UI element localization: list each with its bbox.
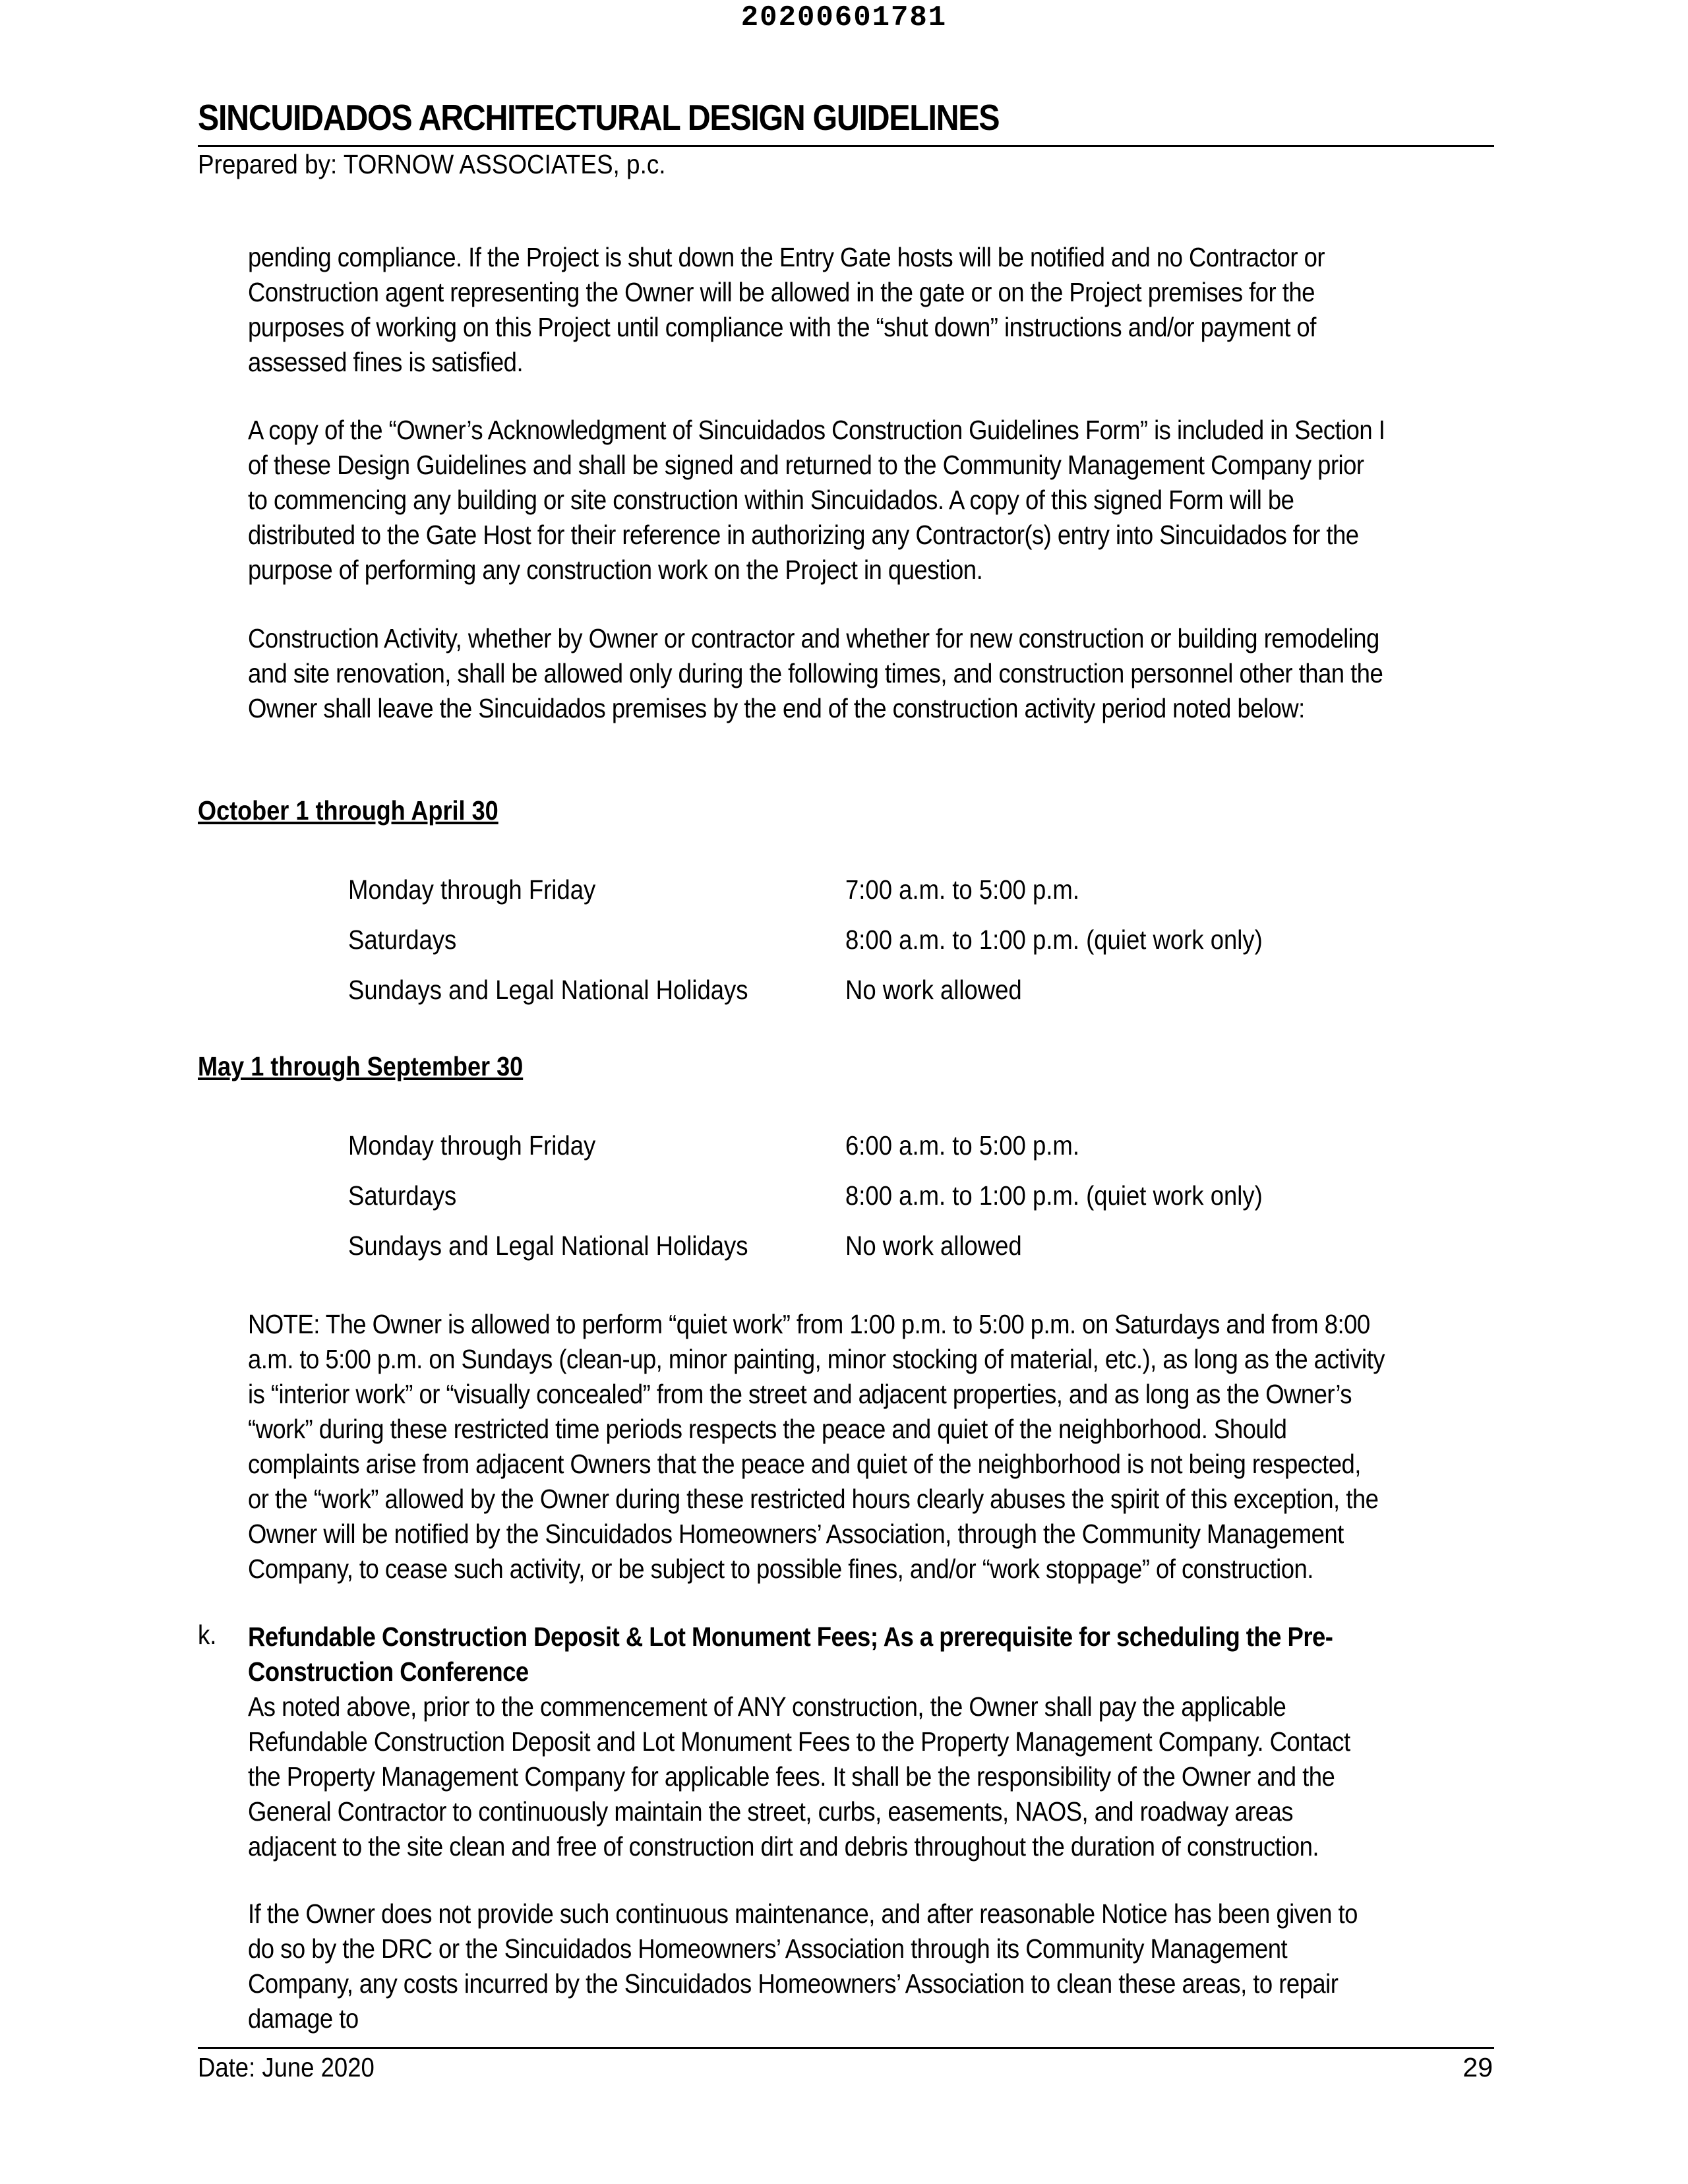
schedule-day: Sundays and Legal National Holidays — [348, 1230, 748, 1261]
item-body: As noted above, prior to the commencement of ANY construction, the Owner shall pay the applicable Refundable Construction Deposit and Lot Monument Fees to the Property Management Company. Contact the Property Management Company for applicable fees. It shall be the responsibility of the Owner and the General Contractor to continuously maintain the street, curbs, easements, NAOS, and roadway areas adjacent to the site clean and free of construction dirt and debris throughout the duration of construction. — [248, 1691, 1350, 1862]
note-paragraph — [248, 1307, 1387, 1587]
schedule-day: Saturdays — [348, 1180, 457, 1211]
schedule-time: 6:00 a.m. to 5:00 p.m. — [845, 1130, 1079, 1161]
schedule-row — [348, 1230, 1469, 1270]
paragraph-construction-activity — [248, 621, 1387, 726]
item-marker: k. — [198, 1620, 217, 1650]
schedule-day: Sundays and Legal National Holidays — [348, 975, 748, 1005]
schedule-row — [348, 1180, 1469, 1220]
schedule-time: 7:00 a.m. to 5:00 p.m. — [845, 874, 1079, 905]
schedule-row — [348, 925, 1469, 964]
paragraph-text: Construction Activity, whether by Owner or contractor and whether for new construction or building remodeling and site renovation, shall be allowed only during the following times, and construction personnel other than the Owner shall leave the Sincuidados premises by the end of the construction activity period noted below: — [248, 623, 1383, 723]
schedule-row — [348, 874, 1469, 914]
schedule-time: 8:00 a.m. to 1:00 p.m. (quiet work only) — [845, 1180, 1263, 1211]
footer-divider — [198, 2047, 1494, 2049]
paragraph-maintenance — [248, 1896, 1387, 2036]
schedule-day: Monday through Friday — [348, 874, 596, 905]
page-title: SINCUIDADOS ARCHITECTURAL DESIGN GUIDELINES — [198, 97, 1000, 138]
page-number: 29 — [1462, 2052, 1493, 2082]
schedule-day: Monday through Friday — [348, 1130, 596, 1161]
paragraph-text: If the Owner does not provide such continuous maintenance, and after reasonable Notice has been given to do so by the DRC or the Sincuidados Homeowners’ Association through its Community Management Company, any costs incurred by the Sincuidados Homeowners’ Association to clean these areas, to repair damage to — [248, 1898, 1358, 2034]
schedule-day: Saturdays — [348, 925, 457, 955]
schedule-time: 8:00 a.m. to 1:00 p.m. (quiet work only) — [845, 925, 1263, 955]
paragraph-acknowledgment — [248, 413, 1387, 588]
schedule-time: No work allowed — [845, 1230, 1022, 1261]
paragraph-text: pending compliance. If the Project is shut down the Entry Gate hosts will be notified and no Contractor or Construction agent representing the Owner will be allowed in the gate or on the Project premises for the purposes of working on this Project until compliance with the “shut down” instructions and/or payment of assessed fines is satisfied. — [248, 242, 1325, 377]
document-number: 20200601781 — [740, 1, 948, 34]
schedule-time: No work allowed — [845, 975, 1022, 1005]
item-heading: Refundable Construction Deposit & Lot Monument Fees; As a prerequisite for scheduling the Pre-Construction Conference — [248, 1622, 1333, 1687]
footer-date: Date: June 2020 — [198, 2052, 375, 2082]
paragraph-text: A copy of the “Owner’s Acknowledgment of Sincuidados Construction Guidelines Form” is included in Section I of these Design Guidelines and shall be signed and returned to the Community Management Company prior to commencing any building or site construction within Sincuidados. A copy of this signed Form will be distributed to the Gate Host for their reference in authorizing any Contractor(s) entry into Sincuidados for the purpose of performing any construction work on the Project in question. — [248, 415, 1385, 585]
paragraph-compliance — [248, 240, 1387, 380]
schedule-heading-oct-apr: October 1 through April 30 — [198, 795, 498, 826]
note-text: NOTE: The Owner is allowed to perform “quiet work” from 1:00 p.m. to 5:00 p.m. on Saturdays and from 8:00 a.m. to 5:00 p.m. on Sundays (clean-up, minor painting, minor stocking of material, etc.), as long as the activity is “interior work” or “visually concealed” from the street and adjacent properties, and as long as the Owner’s “work” during these restricted time periods respects the peace and quiet of the neighborhood. Should complaints arise from adjacent Owners that the peace and quiet of the neighborhood is not being respected, or the “work” allowed by the Owner during these restricted hours clearly abuses the spirit of this exception, the Owner will be notified by the Sincuidados Homeowners’ Association, through the Community Management Company, to cease such activity, or be subject to possible fines, and/or “work stoppage” of construction. — [248, 1309, 1385, 1584]
schedule-row — [348, 975, 1469, 1014]
item-k-section — [248, 1620, 1387, 1864]
prepared-by: Prepared by: TORNOW ASSOCIATES, p.c. — [198, 149, 666, 179]
header-divider — [198, 145, 1494, 147]
schedule-row — [348, 1130, 1469, 1170]
schedule-heading-may-sep: May 1 through September 30 — [198, 1051, 524, 1081]
